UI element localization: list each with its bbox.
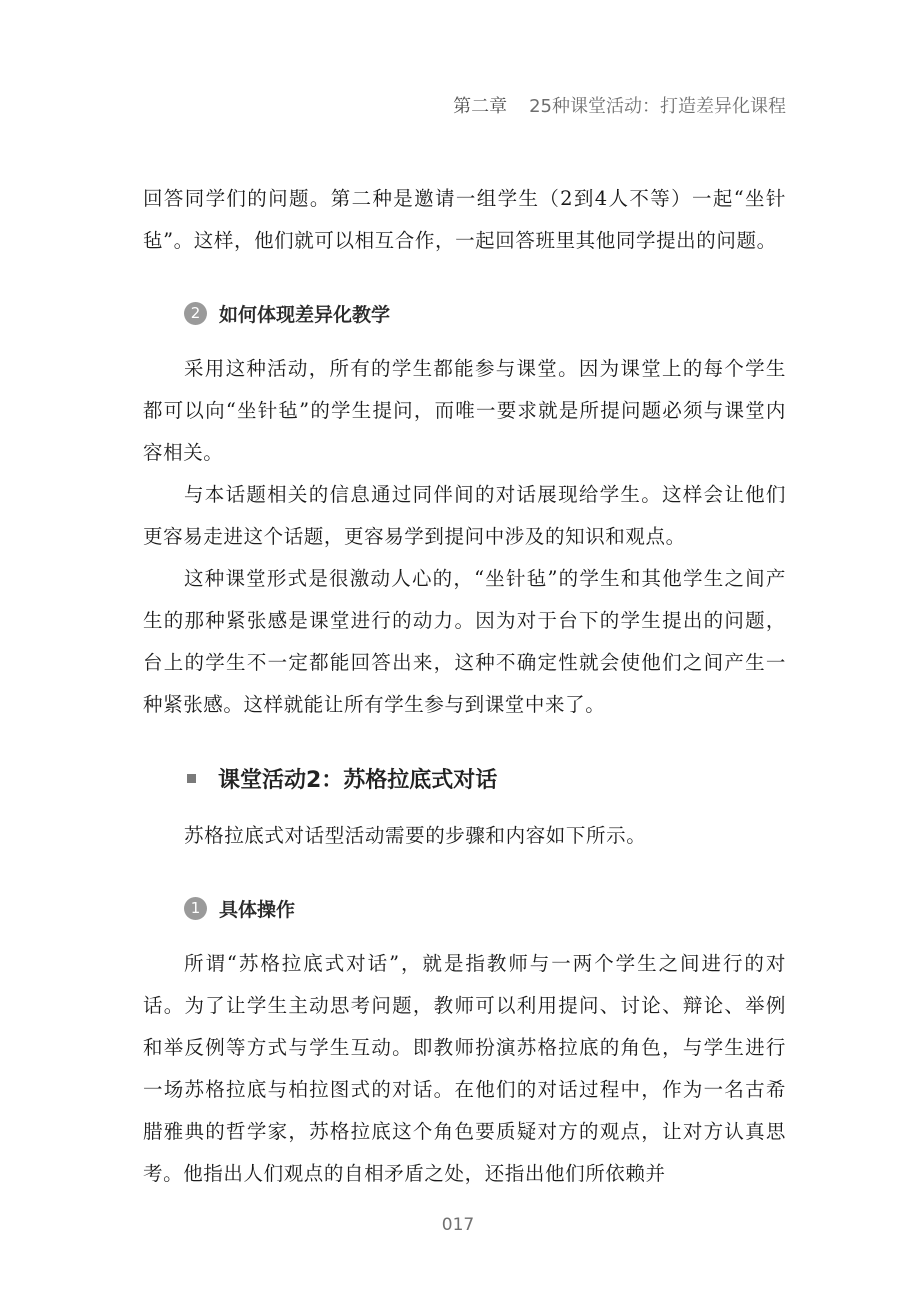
number-1-icon: 1 bbox=[184, 897, 207, 920]
chapter-label: 第二章 bbox=[453, 96, 508, 117]
paragraph: 与本话题相关的信息通过同伴间的对话展现给学生。这样会让他们更容易走进这个话题，更容易学到提问中涉及的知识和观点。 bbox=[143, 483, 786, 548]
section-title: 课堂活动2：苏格拉底式对话 bbox=[218, 767, 498, 793]
section-heading bbox=[187, 756, 786, 800]
square-bullet-icon bbox=[187, 774, 196, 783]
subheading-differentiation bbox=[184, 293, 786, 333]
page-body bbox=[143, 178, 786, 1195]
running-header bbox=[453, 92, 786, 118]
paragraph-continued: 回答同学们的问题。第二种是邀请一组学生（2到4人不等）一起“坐针毡”。这样，他们就可以相互合作，一起回答班里其他同学提出的问题。 bbox=[143, 187, 786, 252]
page-number: 017 bbox=[441, 1215, 475, 1235]
paragraph: 采用这种活动，所有的学生都能参与课堂。因为课堂上的每个学生都可以向“坐针毡”的学生提问，而唯一要求就是所提问题必须与课堂内容相关。 bbox=[143, 357, 786, 464]
chapter-title: 25种课堂活动：打造差异化课程 bbox=[529, 96, 786, 117]
paragraph: 这种课堂形式是很激动人心的，“坐针毡”的学生和其他学生之间产生的那种紧张感是课堂进行的动力。因为对于台下的学生提出的问题，台上的学生不一定都能回答出来，这种不确定性就会使他们之间产生一种紧张感。这样就能让所有学生参与到课堂中来了。 bbox=[143, 567, 786, 716]
paragraph: 所谓“苏格拉底式对话”，就是指教师与一两个学生之间进行的对话。为了让学生主动思考问题，教师可以利用提问、讨论、辩论、举例和举反例等方式与学生互动。即教师扮演苏格拉底的角色，与学生进行一场苏格拉底与柏拉图式的对话。在他们的对话过程中，作为一名古希腊雅典的哲学家，苏格拉底这个角色要质疑对方的观点，让对方认真思考。他指出人们观点的自相矛盾之处，还指出他们所依赖并 bbox=[143, 952, 786, 1185]
subheading-label: 如何体现差异化教学 bbox=[219, 303, 391, 326]
paragraph: 苏格拉底式对话型活动需要的步骤和内容如下所示。 bbox=[184, 824, 647, 847]
number-2-icon: 2 bbox=[184, 302, 207, 325]
subheading-operation bbox=[184, 888, 786, 928]
subheading-label: 具体操作 bbox=[219, 898, 296, 921]
